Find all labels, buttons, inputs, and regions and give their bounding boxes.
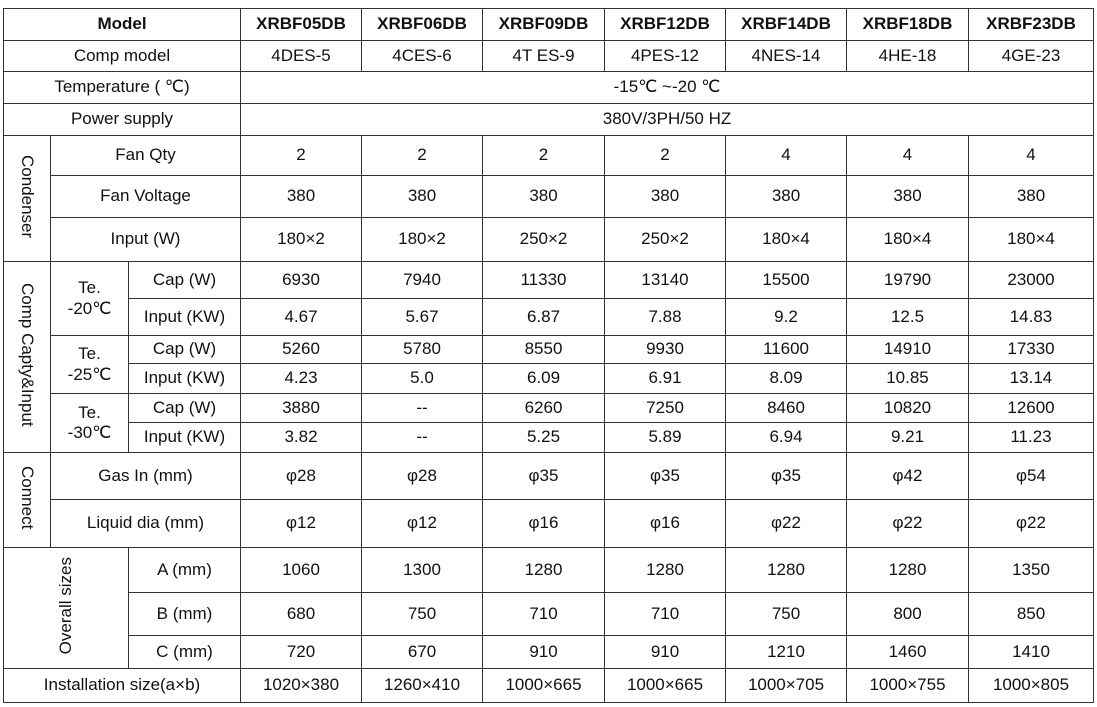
cap-value: 9930: [605, 336, 726, 364]
installation-size-value: 1000×805: [969, 669, 1094, 703]
input-value: 9.2: [726, 299, 847, 336]
comp-model-row: [4, 41, 1094, 72]
input-value: 9.21: [847, 423, 969, 453]
size-b-row: [4, 593, 1094, 636]
te-block-label: [51, 394, 129, 453]
fan-qty-value: 4: [969, 136, 1094, 176]
input-value: 6.09: [483, 364, 605, 394]
size-a-value: 1280: [726, 548, 847, 593]
te-temperature: -30℃: [67, 423, 112, 442]
cap-value: 11600: [726, 336, 847, 364]
model-name: XRBF14DB: [726, 9, 847, 41]
fan-qty-value: 4: [847, 136, 969, 176]
size-c-value: 1460: [847, 636, 969, 669]
input-value: 4.67: [241, 299, 362, 336]
fan-voltage-value: 380: [969, 176, 1094, 218]
size-a-value: 1280: [483, 548, 605, 593]
size-a-label: A (mm): [129, 548, 241, 593]
input-value: 12.5: [847, 299, 969, 336]
fan-voltage-value: 380: [362, 176, 483, 218]
cap-label: Cap (W): [129, 336, 241, 364]
input-value: 6.91: [605, 364, 726, 394]
size-c-value: 1410: [969, 636, 1094, 669]
gas-in-value: φ35: [726, 453, 847, 500]
model-name: XRBF18DB: [847, 9, 969, 41]
input-value: 7.88: [605, 299, 726, 336]
condenser-input-value: 180×4: [726, 218, 847, 262]
temperature-value: -15℃ ~-20 ℃: [241, 72, 1094, 104]
comp-model-value: 4CES-6: [362, 41, 483, 72]
fan-voltage-value: 380: [726, 176, 847, 218]
liquid-dia-value: φ16: [605, 500, 726, 548]
fan-qty-row: [4, 136, 1094, 176]
te-prefix: Te.: [78, 344, 101, 364]
fan-qty-value: 2: [241, 136, 362, 176]
size-b-value: 710: [483, 593, 605, 636]
input-label: Input (KW): [129, 364, 241, 394]
cap-value: 10820: [847, 394, 969, 423]
cap-value: 8550: [483, 336, 605, 364]
connect-group-label: Connect: [17, 465, 37, 530]
connect-group: [4, 453, 51, 548]
te-temperature: -25℃: [67, 364, 112, 384]
installation-size-value: 1000×755: [847, 669, 969, 703]
size-c-value: 910: [483, 636, 605, 669]
size-b-label: B (mm): [129, 593, 241, 636]
comp-model-value: 4GE-23: [969, 41, 1094, 72]
overall-sizes-group-label: Overall sizes: [56, 557, 76, 655]
model-name: XRBF12DB: [605, 9, 726, 41]
spec-table: [3, 8, 1094, 703]
te-temperature: -20℃: [67, 298, 112, 318]
te-prefix: Te.: [78, 278, 101, 298]
input-value: 5.0: [362, 364, 483, 394]
condenser-input-row: [4, 218, 1094, 262]
cap-value: 13140: [605, 262, 726, 299]
size-a-value: 1350: [969, 548, 1094, 593]
power-supply-label: Power supply: [4, 104, 241, 136]
fan-qty-value: 2: [605, 136, 726, 176]
installation-size-value: 1020×380: [241, 669, 362, 703]
cap-value: 11330: [483, 262, 605, 299]
liquid-dia-label: Liquid dia (mm): [51, 500, 241, 548]
overall-sizes-group: [4, 548, 129, 669]
installation-size-label: Installation size(a×b): [4, 669, 241, 703]
cap-value: 5260: [241, 336, 362, 364]
fan-qty-value: 4: [726, 136, 847, 176]
comp-model-value: 4HE-18: [847, 41, 969, 72]
liquid-dia-value: φ12: [362, 500, 483, 548]
input-label: Input (KW): [129, 423, 241, 453]
condenser-input-value: 180×4: [969, 218, 1094, 262]
condenser-input-value: 180×2: [362, 218, 483, 262]
installation-size-row: [4, 669, 1094, 703]
fan-qty-value: 2: [483, 136, 605, 176]
input-value: 6.94: [726, 423, 847, 453]
cap-value: 19790: [847, 262, 969, 299]
liquid-dia-value: φ22: [969, 500, 1094, 548]
cap-label: Cap (W): [129, 262, 241, 299]
model-name: XRBF23DB: [969, 9, 1094, 41]
model-name: XRBF09DB: [483, 9, 605, 41]
fan-voltage-value: 380: [605, 176, 726, 218]
input-row: [4, 299, 1094, 336]
condenser-input-label: Input (W): [51, 218, 241, 262]
input-value: 5.25: [483, 423, 605, 453]
size-c-value: 1210: [726, 636, 847, 669]
size-b-value: 800: [847, 593, 969, 636]
condenser-input-value: 250×2: [605, 218, 726, 262]
fan-qty-value: 2: [362, 136, 483, 176]
condenser-input-value: 180×4: [847, 218, 969, 262]
fan-qty-label: Fan Qty: [51, 136, 241, 176]
cap-value: 23000: [969, 262, 1094, 299]
size-c-label: C (mm): [129, 636, 241, 669]
cap-value: 14910: [847, 336, 969, 364]
installation-size-value: 1260×410: [362, 669, 483, 703]
liquid-dia-value: φ16: [483, 500, 605, 548]
size-a-value: 1280: [847, 548, 969, 593]
gas-in-value: φ35: [483, 453, 605, 500]
te-block-label: [51, 336, 129, 394]
power-supply-value: 380V/3PH/50 HZ: [241, 104, 1094, 136]
installation-size-value: 1000×665: [605, 669, 726, 703]
te-prefix: Te.: [78, 402, 101, 422]
input-value: 5.67: [362, 299, 483, 336]
comp-model-value: 4T ES-9: [483, 41, 605, 72]
condenser-group: [4, 136, 51, 262]
size-a-row: [4, 548, 1094, 593]
temperature-row: [4, 72, 1094, 104]
input-value: 11.23: [969, 423, 1094, 453]
model-name: XRBF05DB: [241, 9, 362, 41]
size-b-value: 750: [362, 593, 483, 636]
fan-voltage-label: Fan Voltage: [51, 176, 241, 218]
input-value: 13.14: [969, 364, 1094, 394]
size-c-value: 670: [362, 636, 483, 669]
cap-value: 7940: [362, 262, 483, 299]
gas-in-row: [4, 453, 1094, 500]
input-value: 10.85: [847, 364, 969, 394]
cap-value: --: [362, 394, 483, 423]
size-c-row: [4, 636, 1094, 669]
input-value: 3.82: [241, 423, 362, 453]
gas-in-value: φ28: [241, 453, 362, 500]
gas-in-value: φ42: [847, 453, 969, 500]
cap-row: [4, 394, 1094, 423]
input-value: 8.09: [726, 364, 847, 394]
input-value: 4.23: [241, 364, 362, 394]
comp-model-value: 4PES-12: [605, 41, 726, 72]
fan-voltage-row: [4, 176, 1094, 218]
cap-label: Cap (W): [129, 394, 241, 423]
power-supply-row: [4, 104, 1094, 136]
cap-row: [4, 336, 1094, 364]
input-row: [4, 364, 1094, 394]
comp-model-value: 4NES-14: [726, 41, 847, 72]
cap-value: 17330: [969, 336, 1094, 364]
cap-value: 6260: [483, 394, 605, 423]
gas-in-value: φ35: [605, 453, 726, 500]
fan-voltage-value: 380: [847, 176, 969, 218]
size-c-value: 910: [605, 636, 726, 669]
condenser-group-label: Condenser: [17, 154, 37, 238]
size-a-value: 1060: [241, 548, 362, 593]
liquid-dia-value: φ22: [847, 500, 969, 548]
condenser-input-value: 180×2: [241, 218, 362, 262]
cap-value: 15500: [726, 262, 847, 299]
size-c-value: 720: [241, 636, 362, 669]
size-a-value: 1300: [362, 548, 483, 593]
liquid-dia-row: [4, 500, 1094, 548]
liquid-dia-value: φ12: [241, 500, 362, 548]
input-value: 14.83: [969, 299, 1094, 336]
input-row: [4, 423, 1094, 453]
cap-value: 5780: [362, 336, 483, 364]
input-value: --: [362, 423, 483, 453]
input-value: 5.89: [605, 423, 726, 453]
cap-value: 7250: [605, 394, 726, 423]
model-name: XRBF06DB: [362, 9, 483, 41]
liquid-dia-value: φ22: [726, 500, 847, 548]
size-b-value: 850: [969, 593, 1094, 636]
size-b-value: 710: [605, 593, 726, 636]
model-header-row: [4, 9, 1094, 41]
comp-model-value: 4DES-5: [241, 41, 362, 72]
installation-size-value: 1000×665: [483, 669, 605, 703]
te-block-label: [51, 262, 129, 336]
size-a-value: 1280: [605, 548, 726, 593]
fan-voltage-value: 380: [241, 176, 362, 218]
gas-in-label: Gas In (mm): [51, 453, 241, 500]
cap-value: 12600: [969, 394, 1094, 423]
input-value: 6.87: [483, 299, 605, 336]
model-label: Model: [4, 9, 241, 41]
cap-value: 6930: [241, 262, 362, 299]
cap-row: [4, 262, 1094, 299]
fan-voltage-value: 380: [483, 176, 605, 218]
input-label: Input (KW): [129, 299, 241, 336]
cap-value: 3880: [241, 394, 362, 423]
size-b-value: 750: [726, 593, 847, 636]
size-b-value: 680: [241, 593, 362, 636]
condenser-input-value: 250×2: [483, 218, 605, 262]
comp-model-label: Comp model: [4, 41, 241, 72]
installation-size-value: 1000×705: [726, 669, 847, 703]
cap-value: 8460: [726, 394, 847, 423]
comp-capacity-group-label: Comp Capty&Input: [17, 282, 37, 427]
gas-in-value: φ54: [969, 453, 1094, 500]
comp-capacity-group: [4, 262, 51, 453]
gas-in-value: φ28: [362, 453, 483, 500]
temperature-label: Temperature ( ℃): [4, 72, 241, 104]
